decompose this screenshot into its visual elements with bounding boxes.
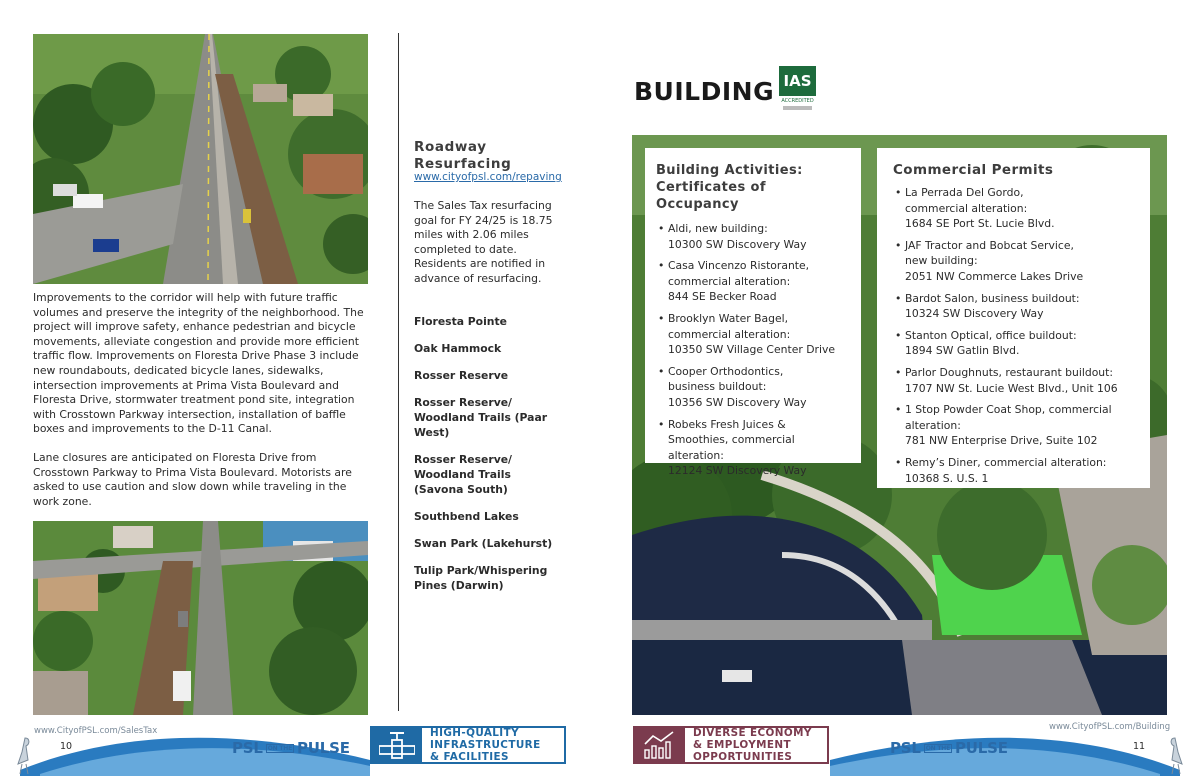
badge-line: & FACILITIES [430, 751, 509, 763]
page-number-left: 10 [60, 741, 73, 752]
economy-badge-label [685, 727, 812, 763]
neighborhood-list [414, 314, 564, 605]
list-item: • La Perrada Del Gordo, commercial alteration: 1684 SE Port St. Lucie Blvd. [893, 185, 1140, 232]
road-construction-aerial-photo-top [33, 34, 368, 284]
certificates-heading-line1: Building Activities: [656, 163, 803, 178]
neighborhood-item: Southbend Lakes [414, 510, 519, 523]
building-title: BUILDING [634, 77, 775, 106]
ias-logo-subtext: ACCREDITED [781, 98, 814, 104]
roadway-heading-line2: Resurfacing [414, 156, 512, 172]
growth-chart-icon [635, 728, 685, 762]
badge-line: INFRASTRUCTURE [430, 739, 541, 751]
list-item: • Remy’s Diner, commercial alteration: 10368 S. U.S. 1 [893, 455, 1140, 486]
neighborhood-item: Rosser Reserve/ Woodland Trails (Savona South) [414, 453, 513, 496]
heron-icon [10, 734, 40, 774]
pipe-valve-icon [372, 728, 422, 762]
neighborhood-item: Tulip Park/Whispering Pines (Darwin) [414, 564, 548, 592]
badge-line: DIVERSE ECONOMY [693, 727, 812, 739]
badge-line: & EMPLOYMENT [693, 739, 791, 751]
wave-decoration-right [830, 730, 1200, 776]
neighborhood-item: Swan Park (Lakehurst) [414, 537, 553, 550]
list-item: • Aldi, new building: 10300 SW Discovery Way [656, 221, 851, 252]
psl-on-the-pulse-logo-right [890, 739, 1008, 757]
list-item: • Casa Vincenzo Ristorante, commercial alteration: 844 SE Becker Road [656, 258, 851, 305]
road-construction-aerial-photo-bottom [33, 521, 368, 715]
certificates-of-occupancy-card [645, 148, 861, 478]
neighborhood-item: Floresta Pointe [414, 315, 507, 328]
neighborhood-item: Rosser Reserve [414, 369, 509, 382]
sales-tax-footer-url[interactable]: www.CityofPSL.com/SalesTax [34, 726, 158, 736]
logo-pulse-text: PULSE [297, 739, 350, 757]
building-footer-url[interactable]: www.CityofPSL.com/Building [1049, 722, 1171, 732]
ias-accredited-logo [779, 66, 816, 116]
repaving-link[interactable]: www.cityofpsl.com/repaving [414, 171, 562, 183]
list-item: • Stanton Optical, office buildout: 1894 SW Gatlin Blvd. [893, 328, 1140, 359]
roadway-heading-line1: Roadway [414, 139, 487, 155]
resurfacing-description: The Sales Tax resurfacing goal for FY 24/25 is 18.75 miles with 2.06 miles completed to date. Residents are notified in advance of resurfacing. [414, 199, 553, 285]
list-item: • Brooklyn Water Bagel, commercial alteration: 10350 SW Village Center Drive [656, 311, 851, 358]
badge-line: OPPORTUNITIES [693, 751, 793, 763]
floresta-description-paragraph: Improvements to the corridor will help with future traffic volumes and preserve the integrity of the neighborhood. The project will improve safety, enhance pedestrian and bicycle movements, alleviate congestion and provide more efficient traffic flow. Improvements on Floresta Drive Phase 3 include new roundabouts, dedicated bicycle lanes, sidewalks, intersection improvements at Prima Vista Boulevard and Floresta Drive, stormwater treatment pond site, integration with Crosstown Parkway intersection, installation of baffle boxes and improvements to the D-11 Canal. [33, 291, 364, 436]
logo-on-the-text: ON THE [267, 745, 292, 752]
ias-logo-rule [783, 106, 812, 110]
ias-logo-text: IAS [779, 66, 816, 96]
list-item: • 1 Stop Powder Coat Shop, commercial alteration: 781 NW Enterprise Drive, Suite 102 [893, 402, 1140, 449]
logo-pulse-text: PULSE [955, 739, 1008, 757]
commercial-permits-heading: Commercial Permits [893, 162, 1054, 178]
roadway-resurfacing-heading [414, 139, 511, 173]
list-item: • Cooper Orthodontics, business buildout: 10356 SW Discovery Way [656, 364, 851, 411]
psl-on-the-pulse-logo-left [232, 739, 350, 757]
commercial-permits-card [877, 148, 1150, 488]
infrastructure-badge [370, 726, 566, 764]
page-number-right: 11 [1133, 741, 1146, 752]
list-item: • Robeks Fresh Juices & Smoothies, commercial alteration: 12124 SW Discovery Way [656, 417, 851, 479]
logo-psl-text: PSL [890, 739, 921, 757]
logo-on-the-text: ON THE [925, 745, 950, 752]
heron-icon [1160, 734, 1190, 774]
economy-badge [633, 726, 829, 764]
list-item: • JAF Tractor and Bobcat Service, new building: 2051 NW Commerce Lakes Drive [893, 238, 1140, 285]
neighborhood-item: Oak Hammock [414, 342, 502, 355]
permits-list [893, 185, 1140, 486]
list-item: • Parlor Doughnuts, restaurant buildout: 1707 NW St. Lucie West Blvd., Unit 106 [893, 365, 1140, 396]
lane-closures-paragraph: Lane closures are anticipated on Floresta Drive from Crosstown Parkway to Prima Vista Boulevard. Motorists are asked to use caution and slow down while traveling in the work zone. [33, 451, 352, 508]
certificates-list [656, 221, 851, 479]
certificates-heading [656, 162, 851, 213]
logo-psl-text: PSL [232, 739, 263, 757]
infrastructure-badge-label [422, 727, 541, 763]
badge-line: HIGH-QUALITY [430, 727, 519, 739]
column-divider [398, 33, 399, 711]
certificates-heading-line2: Certificates of Occupancy [656, 180, 766, 212]
list-item: • Bardot Salon, business buildout: 10324 SW Discovery Way [893, 291, 1140, 322]
neighborhood-item: Rosser Reserve/ Woodland Trails (Paar West) [414, 396, 548, 439]
